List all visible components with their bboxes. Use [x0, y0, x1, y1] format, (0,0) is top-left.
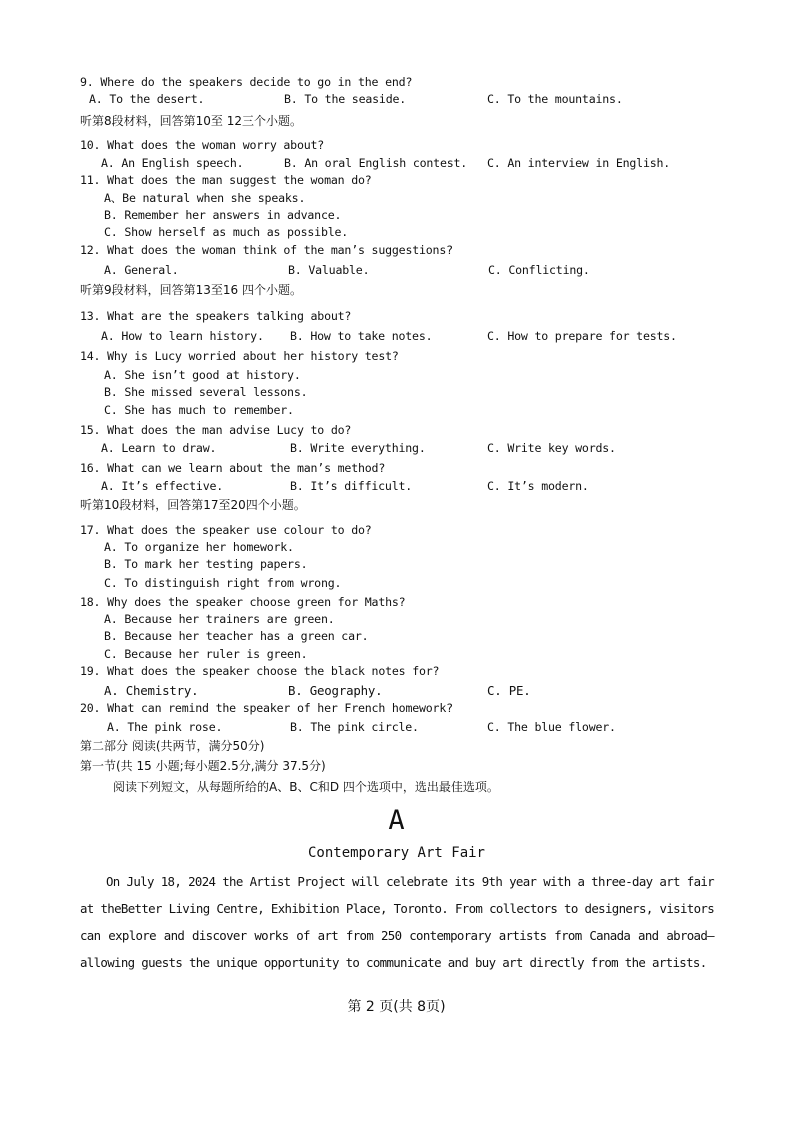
q20-option-a: A. The pink rose.	[107, 720, 223, 734]
q17-option-a: A. To organize her homework.	[104, 540, 294, 554]
q14-question: 14. Why is Lucy worried about her history test?	[80, 349, 399, 363]
q16-option-a: A. It’s effective.	[101, 479, 224, 493]
passage-title: Contemporary Art Fair	[307, 845, 485, 861]
q13-option-c: C. How to prepare for tests.	[487, 329, 677, 343]
q13-option-a: A. How to learn history.	[101, 329, 264, 343]
q11-option-a: A、Be natural when she speaks.	[104, 191, 306, 205]
q9-option-b: B. To the seaside.	[284, 92, 407, 106]
q19-option-c: C. PE.	[487, 683, 531, 698]
q15-option-c: C. Write key words.	[487, 441, 616, 455]
q19-question: 19. What does the speaker choose the black notes for?	[80, 664, 440, 678]
q13-question: 13. What are the speakers talking about?	[80, 309, 352, 323]
q12-question: 12. What does the woman think of the man’s suggestions?	[80, 243, 453, 257]
q12-option-a: A. General.	[104, 263, 179, 277]
q10-question: 10. What does the woman worry about?	[80, 138, 325, 152]
q10-option-b: B. An oral English contest.	[284, 156, 468, 170]
q17-question: 17. What does the speaker use colour to do?	[80, 523, 372, 537]
q9-option-a: A. To the desert.	[89, 92, 205, 106]
q9-question: 9. Where do the speakers decide to go in the end?	[80, 75, 413, 89]
q11-question: 11. What does the man suggest the woman do?	[80, 173, 372, 187]
q18-question: 18. Why does the speaker choose green for Maths?	[80, 595, 406, 609]
passage-letter: A	[388, 805, 405, 836]
q15-option-a: A. Learn to draw.	[101, 441, 217, 455]
passage-paragraph: On July 18, 2024 the Artist Project will celebrate its 9th year with a three-day art fair at theBetter Living Centre, Exhibition Place, Toronto. From collectors to designers, visitors can explore and discover works of art from 250 contemporary artists from Canada and abroad—allowing guests the unique opportunity to communicate and buy art directly from the artists.	[80, 874, 714, 970]
q18-option-b: B. Because her teacher has a green car.	[104, 629, 369, 643]
q14-option-a: A. She isn’t good at history.	[104, 368, 301, 382]
q12-option-c: C. Conflicting.	[488, 263, 590, 277]
q18-option-c: C. Because her ruler is green.	[104, 647, 308, 661]
section10-intro: 听第10段材料，回答第17至20四个小题。	[80, 498, 306, 512]
q14-option-b: B. She missed several lessons.	[104, 385, 308, 399]
q15-option-b: B. Write everything.	[290, 441, 426, 455]
q19-option-b: B. Geography.	[288, 683, 383, 698]
q18-option-a: A. Because her trainers are green.	[104, 612, 335, 626]
section1-heading: 第一节(共 15 小题;每小题2.5分,满分 37.5分)	[80, 759, 326, 773]
q16-option-c: C. It’s modern.	[487, 479, 589, 493]
part2-heading: 第二部分 阅读(共两节，满分50分)	[80, 739, 265, 753]
q17-option-b: B. To mark her testing papers.	[104, 557, 308, 571]
section8-intro: 听第8段材料，回答第10至 12三个小题。	[80, 114, 302, 128]
q16-question: 16. What can we learn about the man’s method?	[80, 461, 386, 475]
q20-option-b: B. The pink circle.	[290, 720, 419, 734]
section9-intro: 听第9段材料，回答第13至16 四个小题。	[80, 283, 302, 297]
q11-option-c: C. Show herself as much as possible.	[104, 225, 349, 239]
q19-option-a: A. Chemistry.	[104, 683, 199, 698]
q9-option-c: C. To the mountains.	[487, 92, 623, 106]
q20-option-c: C. The blue flower.	[487, 720, 616, 734]
q20-question: 20. What can remind the speaker of her French homework?	[80, 701, 453, 715]
q11-option-b: B. Remember her answers in advance.	[104, 208, 342, 222]
q13-option-b: B. How to take notes.	[290, 329, 433, 343]
q15-question: 15. What does the man advise Lucy to do?	[80, 423, 352, 437]
q12-option-b: B. Valuable.	[288, 263, 370, 277]
q14-option-c: C. She has much to remember.	[104, 403, 294, 417]
q10-option-a: A. An English speech.	[101, 156, 244, 170]
q16-option-b: B. It’s difficult.	[290, 479, 413, 493]
q10-option-c: C. An interview in English.	[487, 156, 671, 170]
page-number: 第 2 页(共 8页)	[347, 999, 446, 1015]
reading-instruction: 阅读下列短文，从每题所给的A、B、C和D 四个选项中，选出最佳选项。	[113, 780, 499, 794]
q17-option-c: C. To distinguish right from wrong.	[104, 576, 342, 590]
